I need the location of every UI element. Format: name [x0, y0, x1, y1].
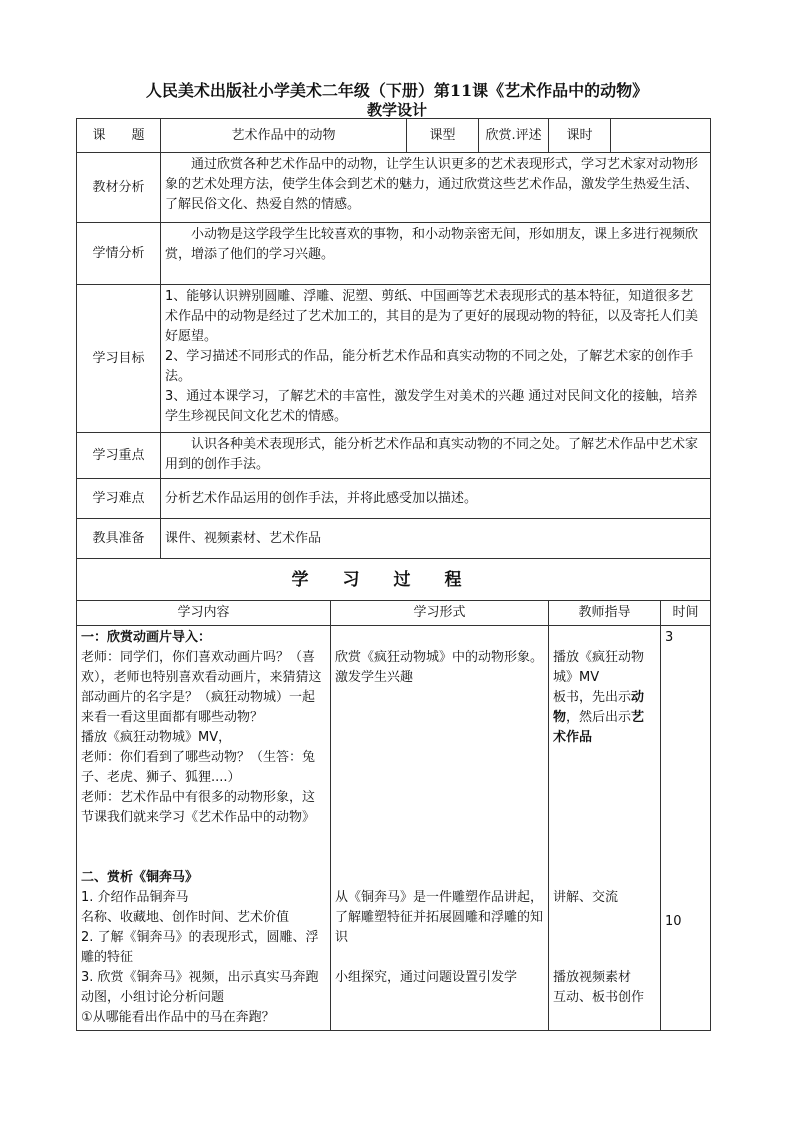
key-label: 学习重点 — [77, 433, 161, 479]
situation-text: 小动物是这学段学生比较喜欢的事物，和小动物亲密无间，形如朋友，课上多进行视频欣赏，增添了他们的学习兴趣。 — [161, 223, 711, 285]
col-guide-header: 教师指导 — [549, 601, 661, 626]
topic-value: 艺术作品中的动物 — [161, 119, 407, 153]
section1-time: 3 — [665, 630, 674, 645]
section1-guide-b: 板书，先出示 — [553, 690, 632, 705]
time-cell — [661, 626, 711, 1031]
section1-form: 欣赏《疯狂动物城》中的动物形象。激发学生兴趣 — [335, 650, 544, 685]
topic-label: 课 题 — [77, 119, 161, 153]
section1-guide-c: ，然后出示 — [566, 710, 632, 725]
section2-guide1: 讲解、交流 — [553, 890, 619, 905]
situation-label: 学情分析 — [77, 223, 161, 285]
process-heading: 学习过程 — [77, 559, 711, 601]
process-header-row — [77, 601, 711, 626]
col-time-header: 时间 — [661, 601, 711, 626]
section1-guide-a: 播放《疯狂动物城》MV — [553, 650, 645, 685]
info-row — [77, 119, 711, 153]
section2-title: 二、赏析《铜奔马》 — [81, 870, 199, 885]
section1-line: 老师：你们看到了哪些动物？（生答：兔子、老虎、狮子、狐狸....） — [81, 750, 316, 785]
key-text: 认识各种美术表现形式，能分析艺术作品和真实动物的不同之处。了解艺术作品中艺术家用到的创作手法。 — [161, 433, 711, 479]
document-subtitle: 教学设计 — [366, 101, 427, 119]
tools-row — [77, 519, 711, 559]
tools-text: 课件、视频素材、艺术作品 — [161, 519, 711, 559]
type-value: 欣赏.评述 — [479, 119, 549, 153]
form-cell — [331, 626, 549, 1031]
section2-time: 10 — [665, 914, 682, 929]
material-row — [77, 153, 711, 223]
goals-row — [77, 285, 711, 433]
section1-line: 老师：同学们，你们喜欢动画片吗？（喜欢），老师也特别喜欢看动画片，来猜猜这部动画片的名字是？（疯狂动物城）一起来看一看这里面都有哪些动物？ — [81, 650, 322, 725]
hours-value — [611, 119, 711, 153]
content-cell — [77, 626, 331, 1031]
section1-line: 播放《疯狂动物城》MV， — [81, 730, 232, 745]
goal-item: 2、学习描述不同形式的作品，能分析艺术作品和真实动物的不同之处，了解艺术家的创作手法。 — [165, 349, 694, 384]
goal-item: 1、能够认识辨别圆雕、浮雕、泥塑、剪纸、中国画等艺术表现形式的基本特征，知道很多艺术作品中的动物是经过了艺术加工的，其目的是为了更好的展现动物的特征，以及寄托人们美好愿望。 — [165, 289, 699, 344]
section1-title: 一：欣赏动画片导入： — [81, 630, 212, 645]
tools-label: 教具准备 — [77, 519, 161, 559]
situation-row — [77, 223, 711, 285]
section1-guide-bold1: 动物 — [553, 690, 645, 725]
section2-line: 2. 了解《铜奔马》的表现形式，圆雕、浮雕的特征 — [81, 930, 319, 965]
type-label: 课型 — [407, 119, 479, 153]
material-label: 教材分析 — [77, 153, 161, 223]
key-row — [77, 433, 711, 479]
guide-cell — [549, 626, 661, 1031]
goal-item: 3、通过本课学习，了解艺术的丰富性，激发学生对美术的兴趣 通过对民间文化的接触，培养学生珍视民间文化艺术的情感。 — [165, 389, 698, 424]
section2-line: 3. 欣赏《铜奔马》视频，出示真实马奔跑动图，小组讨论分析问题 — [81, 970, 319, 1005]
goals-list — [161, 285, 711, 433]
section1-line: 老师：艺术作品中有很多的动物形象，这节课我们就来学习《艺术作品中的动物》 — [81, 790, 316, 825]
section2-form1: 从《铜奔马》是一件雕塑作品讲起，了解雕塑特征并拓展圆雕和浮雕的知识 — [335, 890, 544, 945]
section1-guide-bold2: 艺术作品 — [553, 710, 645, 745]
difficulty-text: 分析艺术作品运用的创作手法，并将此感受加以描述。 — [161, 479, 711, 519]
section2-guide3: 互动、板书创作 — [553, 990, 645, 1005]
section2-form2: 小组探究，通过问题设置引发学 — [335, 970, 518, 985]
section2-line: 名称、收藏地、创作时间、艺术价值 — [81, 910, 290, 925]
col-content-header: 学习内容 — [77, 601, 331, 626]
process-heading-row — [77, 559, 711, 601]
goals-label: 学习目标 — [77, 285, 161, 433]
section2-guide2: 播放视频素材 — [553, 970, 632, 985]
process-body-row — [77, 626, 711, 1031]
document-title: 人民美术出版社小学美术二年级（下册）第11课《艺术作品中的动物》 — [145, 81, 649, 100]
col-form-header: 学习形式 — [331, 601, 549, 626]
material-text: 通过欣赏各种艺术作品中的动物，让学生认识更多的艺术表现形式，学习艺术家对动物形象的艺术处理方法，使学生体会到艺术的魅力，通过欣赏这些艺术作品，激发学生热爱生活、了解民俗文化、热爱自然的情感。 — [161, 153, 711, 223]
lesson-plan-table — [76, 118, 711, 1031]
difficulty-label: 学习难点 — [77, 479, 161, 519]
difficulty-row — [77, 479, 711, 519]
hours-label: 课时 — [549, 119, 611, 153]
section2-line: ①从哪能看出作品中的马在奔跑？ — [81, 1010, 275, 1025]
section2-line: 1. 介绍作品铜奔马 — [81, 890, 189, 905]
